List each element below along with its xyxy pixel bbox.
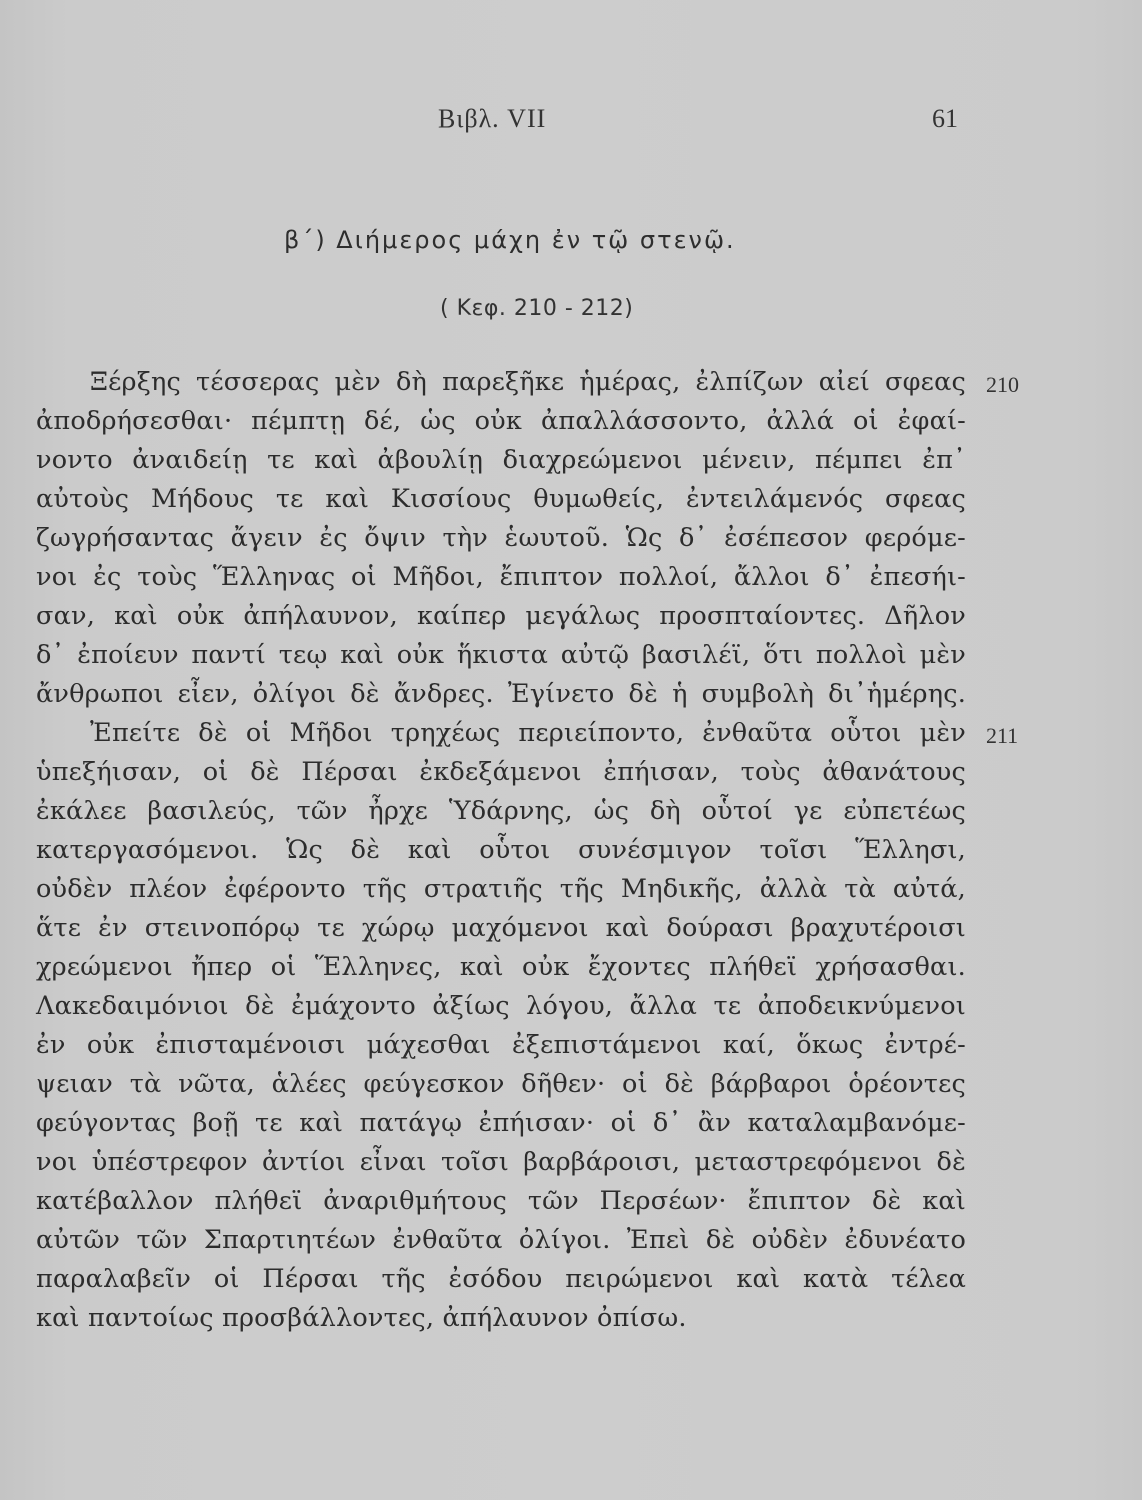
text-line: αὐτοὺς Μήδους τε καὶ Κισσίους θυμωθείς, ἐντειλάμενός σφεας bbox=[36, 484, 966, 514]
text-line: ἄνθρωποι εἶεν, ὀλίγοι δὲ ἄνδρες. Ἐγίνετο δὲ ἡ συμβολὴ δι᾽ἡμέρης. bbox=[36, 679, 966, 709]
text-line: ψειαν τὰ νῶτα, ἁλέες φεύγεσκον δῆθεν· οἱ δὲ βάρβαροι ὁρέοντες bbox=[36, 1069, 966, 1099]
text-line: ἅτε ἐν στεινοπόρῳ τε χώρῳ μαχόμενοι καὶ δούρασι βραχυτέροισι bbox=[36, 913, 966, 943]
text-line: σαν, καὶ οὐκ ἀπήλαυνον, καίπερ μεγάλως προσπταίοντες. Δῆλον bbox=[36, 601, 966, 631]
text-line: ἐκάλεε βασιλεύς, τῶν ἦρχε Ὑδάρνης, ὡς δὴ οὗτοί γε εὐπετέως bbox=[36, 796, 966, 826]
text-line: ὑπεξήισαν, οἱ δὲ Πέρσαι ἐκδεξάμενοι ἐπήισαν, τοὺς ἀθανάτους bbox=[36, 757, 966, 787]
text-line: νοι ὑπέστρεφον ἀντίοι εἶναι τοῖσι βαρβάροισι, μεταστρεφόμενοι δὲ bbox=[36, 1147, 966, 1177]
running-head: Βιβλ. VII bbox=[438, 104, 547, 133]
text-line: παραλαβεῖν οἱ Πέρσαι τῆς ἐσόδου πειρώμενοι καὶ κατὰ τέλεα bbox=[36, 1264, 966, 1294]
margin-number-211: 211 bbox=[986, 723, 1019, 748]
text-line: Ξέρξης τέσσερας μὲν δὴ παρεξῆκε ἡμέρας, ἐλπίζων αἰεί σφεας bbox=[90, 367, 966, 397]
text-line: κατέβαλλον πλήθεϊ ἀναριθμήτους τῶν Περσέων· ἔπιπτον δὲ καὶ bbox=[36, 1186, 966, 1216]
text-line: Λακεδαιμόνιοι δὲ ἐμάχοντο ἀξίως λόγου, ἄλλα τε ἀποδεικνύμενοι bbox=[36, 991, 966, 1021]
text-line: καὶ παντοίως προσβάλλοντες, ἀπήλαυνον ὀπίσω. bbox=[36, 1303, 687, 1333]
text-line: κατεργασόμενοι. Ὡς δὲ καὶ οὗτοι συνέσμιγον τοῖσι Ἕλλησι, bbox=[36, 835, 966, 865]
text-line: ἐν οὐκ ἐπισταμένοισι μάχεσθαι ἐξεπιστάμενοι καί, ὅκως ἐντρέ- bbox=[36, 1030, 966, 1060]
text-line: αὐτῶν τῶν Σπαρτιητέων ἐνθαῦτα ὀλίγοι. Ἐπεὶ δὲ οὐδὲν ἐδυνέατο bbox=[36, 1225, 966, 1255]
page-number: 61 bbox=[932, 104, 958, 133]
chapter-range: ( Κεφ. 210 - 212) bbox=[440, 296, 634, 321]
text-line: Ἐπείτε δὲ οἱ Μῆδοι τρηχέως περιείποντο, ἐνθαῦτα οὗτοι μὲν bbox=[90, 718, 966, 748]
text-line: νοντο ἀναιδείῃ τε καὶ ἀβουλίῃ διαχρεώμενοι μένειν, πέμπει ἐπ᾽ bbox=[36, 445, 966, 475]
text-line: νοι ἐς τοὺς Ἕλληνας οἱ Μῆδοι, ἔπιπτον πολλοί, ἄλλοι δ᾽ ἐπεσήι- bbox=[36, 562, 966, 592]
text-line: φεύγοντας βοῇ τε καὶ πατάγῳ ἐπήισαν· οἱ δ᾽ ἂν καταλαμβανόμε- bbox=[36, 1108, 966, 1138]
text-line: ἀποδρήσεσθαι· πέμπτῃ δέ, ὡς οὐκ ἀπαλλάσσοντο, ἀλλά οἱ ἐφαί- bbox=[36, 406, 966, 436]
text-line: δ᾽ ἐποίευν παντί τεῳ καὶ οὐκ ἥκιστα αὐτῷ βασιλέϊ, ὅτι πολλοὶ μὲν bbox=[36, 640, 966, 670]
text-line: οὐδὲν πλέον ἐφέροντο τῆς στρατιῆς τῆς Μηδικῆς, ἀλλὰ τὰ αὐτά, bbox=[36, 874, 966, 904]
text-line: ζωγρήσαντας ἄγειν ἐς ὄψιν τὴν ἑωυτοῦ. Ὡς δ᾽ ἐσέπεσον φερόμε- bbox=[36, 523, 966, 553]
margin-number-210: 210 bbox=[986, 372, 1019, 397]
section-title: β΄) Διήμερος μάχη ἐν τῷ στενῷ. bbox=[284, 226, 736, 254]
text-line: χρεώμενοι ἤπερ οἱ Ἕλληνες, καὶ οὐκ ἔχοντες πλήθεϊ χρήσασθαι. bbox=[36, 952, 966, 982]
